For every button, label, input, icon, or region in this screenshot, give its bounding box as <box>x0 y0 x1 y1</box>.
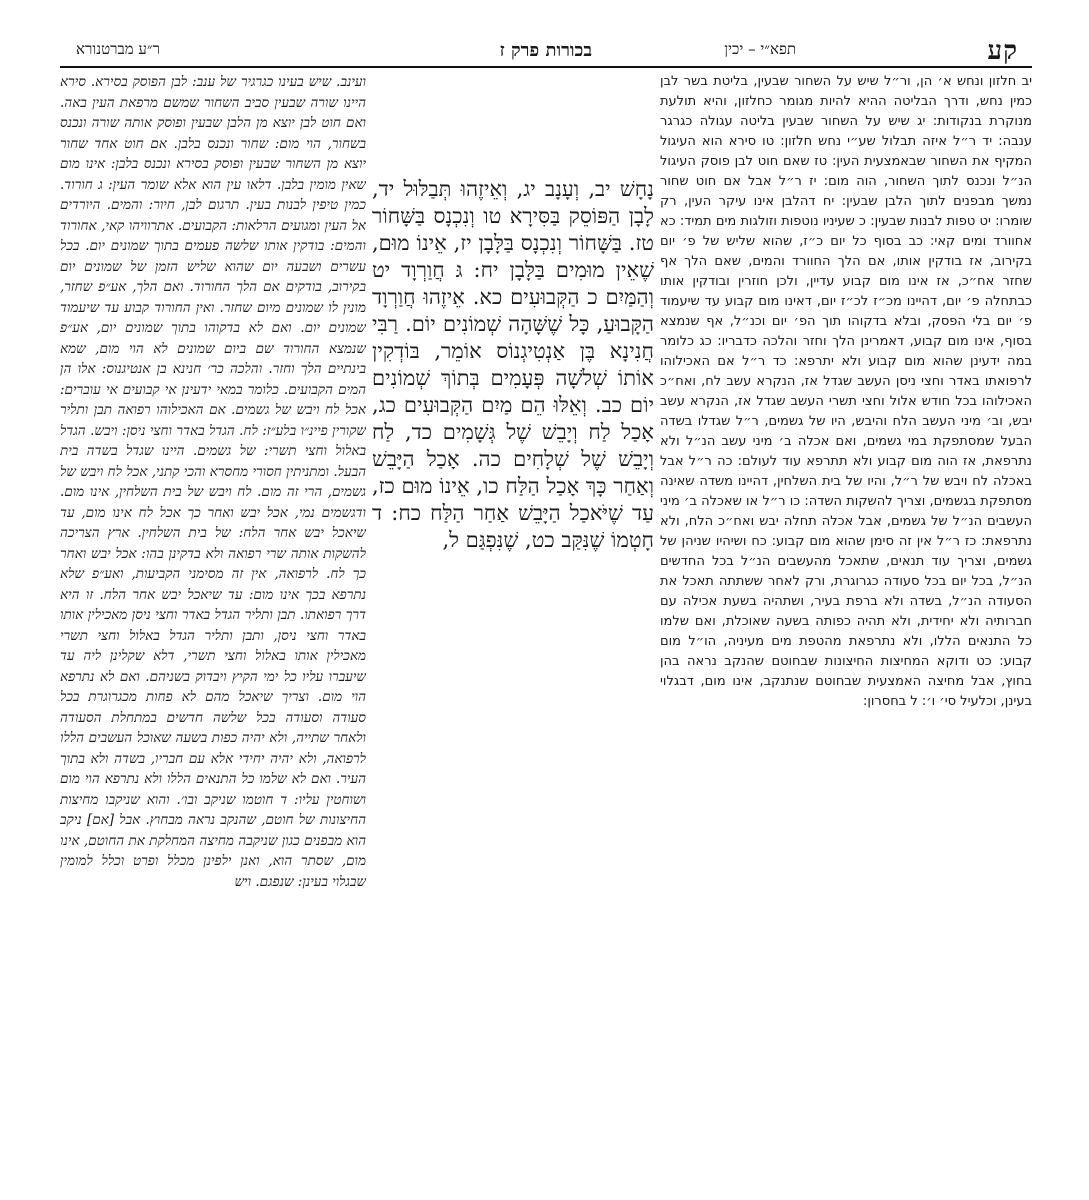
running-subtitle: תפא״י – יכין <box>724 40 796 58</box>
page-number: קע <box>987 36 1018 66</box>
page-header <box>60 28 1032 66</box>
bartenura-commentary: ועינב. שיש בעינו כגרגיר של ענב: לבן הפוסק בסירא. סירא היינו שורה שבעין סביב השחור שמשם מרפאת העין באה. ואם חוט לבן יוצא מן הלבן שבעין ופוסק אותה שורה ונכנס בשחור, הוי מום: שחור ונכנס בלבן. אם חוט אחד שחור יוצא מן השחור שבעין ופוסק בסירא ונכנס בלבן: אינו מום שאין מומין בלבן. דלאו עין הוא אלא שומר העין: ג חורוד. כמין טיפין לבנות בעין. תרגום לבן, חיור: והמים. היורדים אל העין ומגועים הרלאות: הקבועים. אתרוויהו קאי, אחורוד והמים: בודקין אותו שלשה פעמים בתוך שמונים יום. בכל עשרים ושבעה יום שהוא שליש הזמן של שמונים יום בקירוב, בודקים אם הלך החורוד. ואם הלך, אע״פ שחזר, מונין לו שמונים מיום שחזר. ואין החורוד קבוע עד שיעמוד שמונים יום. ואם לא בדקוהו בתוך שמונים יום, אע״פ שנמצא החורוד שם ביום שמונים לא הוי מום, שמא בינתיים הלך וחזר. והלכה כר׳ חנינא בן אנטיגנוס: אלו הן המים הקבועים. כלומר במאי ידעינן אי קבועים אי עוברים: אכל לח ויבש של גשמים. אם האכילוהו רפואה תבן ותליר שקורין פיינ״ו בלע״ז: לח. הגדל באדר וחצי ניסן: ויבש. הגדל באלול וחצי תשרי: של גשמים. היינו שגדל בשדה בית הבעל. ומתניתין חסורי מחסרא והכי קתני, אכל לח ויבש של גשמים, הרי זה מום. לח ויבש של בית השלחין, אינו מום. ודגשמים נמי, אכל יבש ואחר כך אכל לח אינו מום, עד שיאכל יבש אחר הלח: של בית השלחין. ארץ הצריכה להשקות אותה שרי רפואה ולא בדקינן בהו: אכל יבש ואחר כך לח. לרפואה, אין זה מסימני הקביעות, ואע״פ שלא נתרפא בכך אינו מום: עד שיאכל יבש אחר הלח. זו היא דרך רפואתו. תבן ותליר הגדל באדר וחצי ניסן מאכילין אותו באדר וחצי ניסן, ותבן ותליר הגדל באלול וחצי תשרי מאכילין אותו באלול וחצי תשרי, דלא שקלינן ליה עד שיעברו עליו כל ימי הקיץ ויבדוק בשניהם. ואם לא נתרפא הוי מום. וצריך שיאכל מהם לא פחות מכגרוגרת בכל סעודה וסעודה בכל שלשה חדשים במתחלת הסעודה ולאחר שתייה, ולא יהיה כפות בשעה שאוכל העשבים הללו לרפואה, ולא יהיה יחידי אלא עם חבריו, בשדה ולא בתוך העיר. ואם לא שלמו כל התנאים הללו ולא נתרפא הוי מום ושוחטין עליו: ד חוטמו שניקב ובו׳. והוא שניקבו מחיצות החיצונות של חוטם, שהנקב נראה מבחוץ. אבל [אם] ניקב הוא מבפנים כגון שניקבה מחיצה המחלקת את החוטם, אינו מום, שסתר הוא, ואנן ילפינן מכלל ופרט וכלל למומין שבגלוי בעינן: שנפגם. ויש <box>60 74 366 890</box>
tiferet-yisrael-commentary: יב חלזון ונחש א׳ הן, ור״ל שיש על השחור שבעין, בליטת בשר לבן כמין נחש, ודרך הבליטה ההיא להיות מגומר כחלזון, והיא תולעת מנוקרת בנקודות: יג שיש על השחור שבעין בליטה עגולה כגרגר ענבה: יד ר״ל איזה תבלול שע״י נחש חלזון: טו סירא הוא העיגול המקיף את השחור שבאמצעית העין: טז שאם חוט לבן פוסק העיגול הנ״ל ונכנס לתוך השחור, הוה מום: יז ר״ל אבל אם חוט שחור נמשך מבפנים לתוך הלבן שבעין: יח דהלבן אינו עיקר העין, רק שומרו: יט טפות לבנות שבעין: כ שעיניו נוטפות וזולגות מים תמיד: כא אחוורד ומים קאי: כב בסוף כל יום כ״ז, שהוא שליש של פ׳ יום בקירוב, אז בודקין אותו, אם הלך החוורד והמים, שאם הלך אף שחזר אח״כ, אז אינו מום קבוע עדיין, ולכן חוזרין ובודקין אותו כבתחלה פ׳ יום, דהיינו מכ״ז לכ״ז יום, דאינו מום קבוע עד שיעמוד פ׳ יום בלי הפסק, ובלא בדקוהו תוך הפ׳ יום וכנ״ל, אף שנמצא בסוף, אינו מום קבוע, דאמרינן הלך וחזר והלכה כדבריו: כג כלומר במה ידעינן שהוא מום קבוע ולא יתרפא: כד ר״ל אם האכילוהו לרפואתו באדר וחצי ניסן העשב שגדל אז, הנקרא עשב לח, ואח״כ האכילוהו בכל חודש אלול וחצי תשרי העשב שגדל אז, הנקרא עשב יבש, וב׳ מיני העשב הלח והיבש, היו של גשמים, ר״ל שגדלו בשדה הבעל שמסתפקת במי גשמים, ואם אכלה ב׳ מיני עשב הנ״ל ולא נתרפאת, אז הוה מום קבוע ולא תתרפא עוד לעולם: כה ר״ל אבל באכלה לח ויבש של ר״ל, והיו של בית השלחין, דהיינו משדה שאינה מסתפקת בגשמים, וצריך להשקות השדה: כו ר״ל או שאכלה ב׳ מיני העשבים הנ״ל של גשמים, אבל אכלה תחלה יבש ואח״כ הלח, ולא נתרפאת: כז ר״ל אין זה סימן שהוא מום קבוע: כח ושיהיו שניהן של גשמים, וצריך עוד תנאים, שתאכל מהעשבים הנ״ל בכל החדשים הנ״ל, בכל יום בכל סעודה כגרוגרת, ורק לאחר ששתתה תאכל את הסעודה הנ״ל, בשדה ולא ברפת בעיר, ושתהיה בשעת אכילה עם חברותיה ולא יחידית, ולא תהיה כפותה בשעה שאוכלת, ואם שלמו כל התנאים הללו, ולא נתרפאת מהטפת מים מעיניה, הו״ל מום קבוע: כט ודוקא המחיצות החיצונות שבחוטם שהנקב נראה בהן בחוץ, אבל מחיצה האמצעית שבחוטם שנתנקב, אינו מום, דבגלוי בעינן, וכלעיל סי׳ ו׳: ל בחסרון: <box>660 74 1032 709</box>
tractate-title: בכורות פרק ז <box>499 40 592 61</box>
header-rule <box>60 66 1032 68</box>
mishnah-text: נָחָשׁ יב, וְעָנָב יג, וְאֵיזֶהוּ תְּבַלּוּל יד, לָבָן הַפּוֹסֵק בַּסִּירָא טו וְנִכְנָס בַּשָּׁחוֹר טז. בַּשָּׁחוֹר וְנִכְנָס בַּלָּבָן יז, אֵינוֹ מוּם, שֶׁאֵין מוּמִים בַּלָּבָן יח: גּ חֲוַרְוָד יט וְהַמַּיִם כ הַקְּבוּעִים כא. אֵיזֶהוּ חֲוַרְוָד הַקָּבוּעַ, כָּל שֶׁשָּׁהָה שְׁמוֹנִים יוֹם. רַבִּי חֲנִינָא בֶּן אַנְטִיגְנוֹס אוֹמֵר, בּוֹדְקִין אוֹתוֹ שְׁלֹשָׁה פְּעָמִים בְּתוֹךְ שְׁמוֹנִים יוֹם כב. וְאֵלּוּ הֵם מַיִם הַקְּבוּעִים כג, אָכַל לַח וְיָבֵשׁ שֶׁל גְּשָׁמִים כד, לַח וְיָבֵשׁ שֶׁל שְׁלָחִים כה. אָכַל הַיָּבֵשׁ וְאַחַר כָּךְ אָכַל הַלַּח כו, אֵינוֹ מוּם כז, עַד שֶׁיֹּאכַל הַיָּבֵשׁ אַחַר הַלַּח כח: ד חָטְמוֹ שֶׁנִּקַּב כט, שֶׁנִּפְגַּם ל, <box>372 177 654 552</box>
commentary-label: ר״ע מברטנורא <box>76 40 160 58</box>
